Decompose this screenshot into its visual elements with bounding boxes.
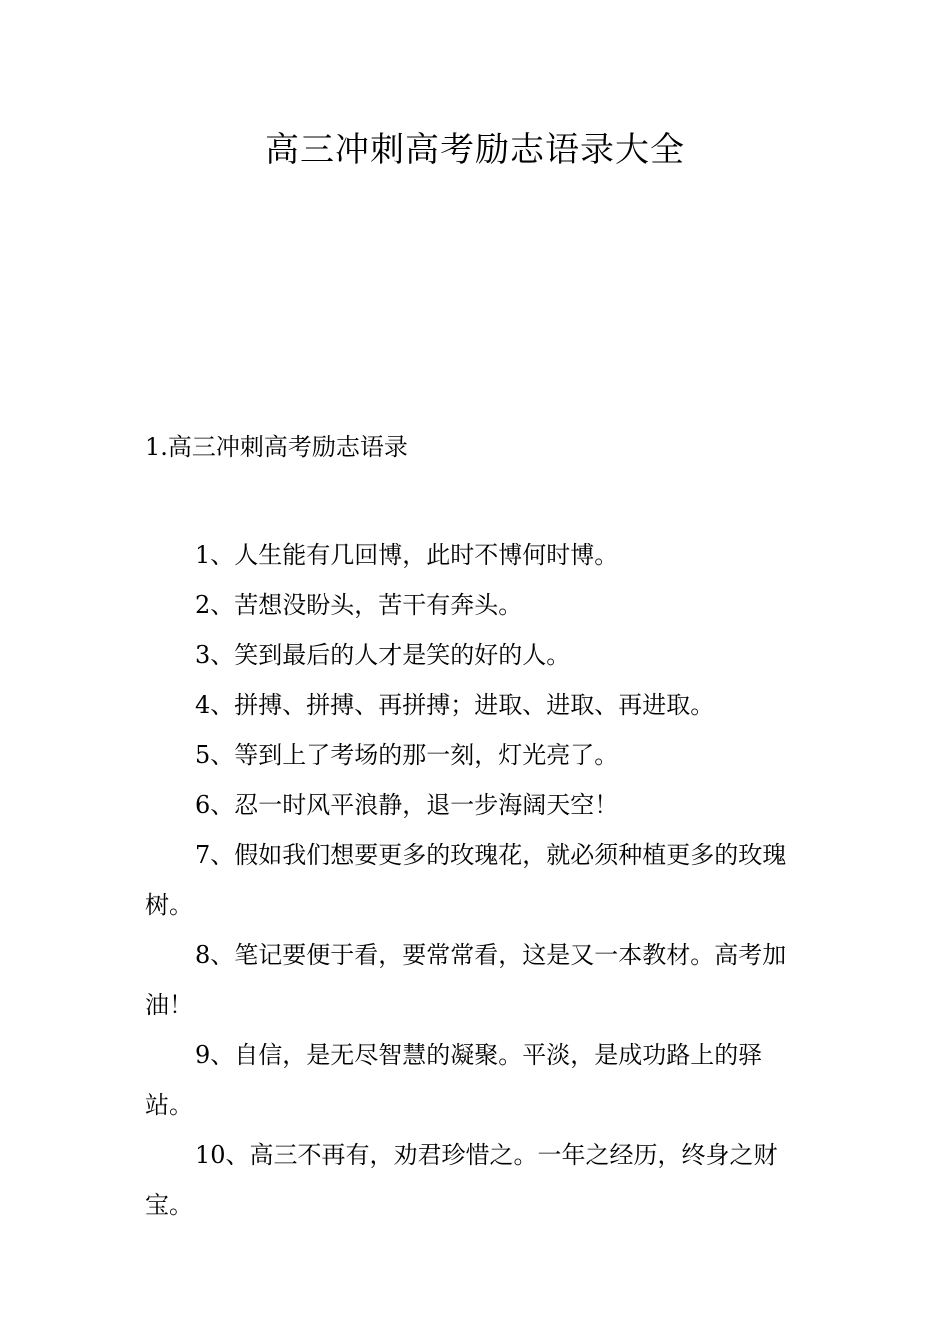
section-heading: 1.高三冲刺高考励志语录: [145, 433, 408, 461]
page-title: 高三冲刺高考励志语录大全: [265, 130, 685, 170]
list-item: 5、等到上了考场的那一刻，灯光亮了。: [195, 741, 619, 769]
list-item: 10、高三不再有，劝君珍惜之。一年之经历，终身之财宝。: [145, 1141, 778, 1219]
list-item: 1、人生能有几回博，此时不博何时博。: [195, 541, 619, 569]
quote-list: [145, 530, 810, 1230]
list-item: 2、苦想没盼头，苦干有奔头。: [195, 591, 523, 619]
list-item: 7、假如我们想要更多的玫瑰花，就必须种植更多的玫瑰树。: [145, 841, 787, 919]
list-item: 9、自信，是无尽智慧的凝聚。平淡，是成功路上的驿站。: [145, 1041, 763, 1119]
list-item: 8、笔记要便于看，要常常看，这是又一本教材。高考加油！: [145, 941, 787, 1019]
list-item: 6、忍一时风平浪静，退一步海阔天空！: [195, 791, 619, 819]
list-item: 3、笑到最后的人才是笑的好的人。: [195, 641, 571, 669]
list-item: 4、拼搏、拼搏、再拼搏；进取、进取、再进取。: [195, 691, 715, 719]
